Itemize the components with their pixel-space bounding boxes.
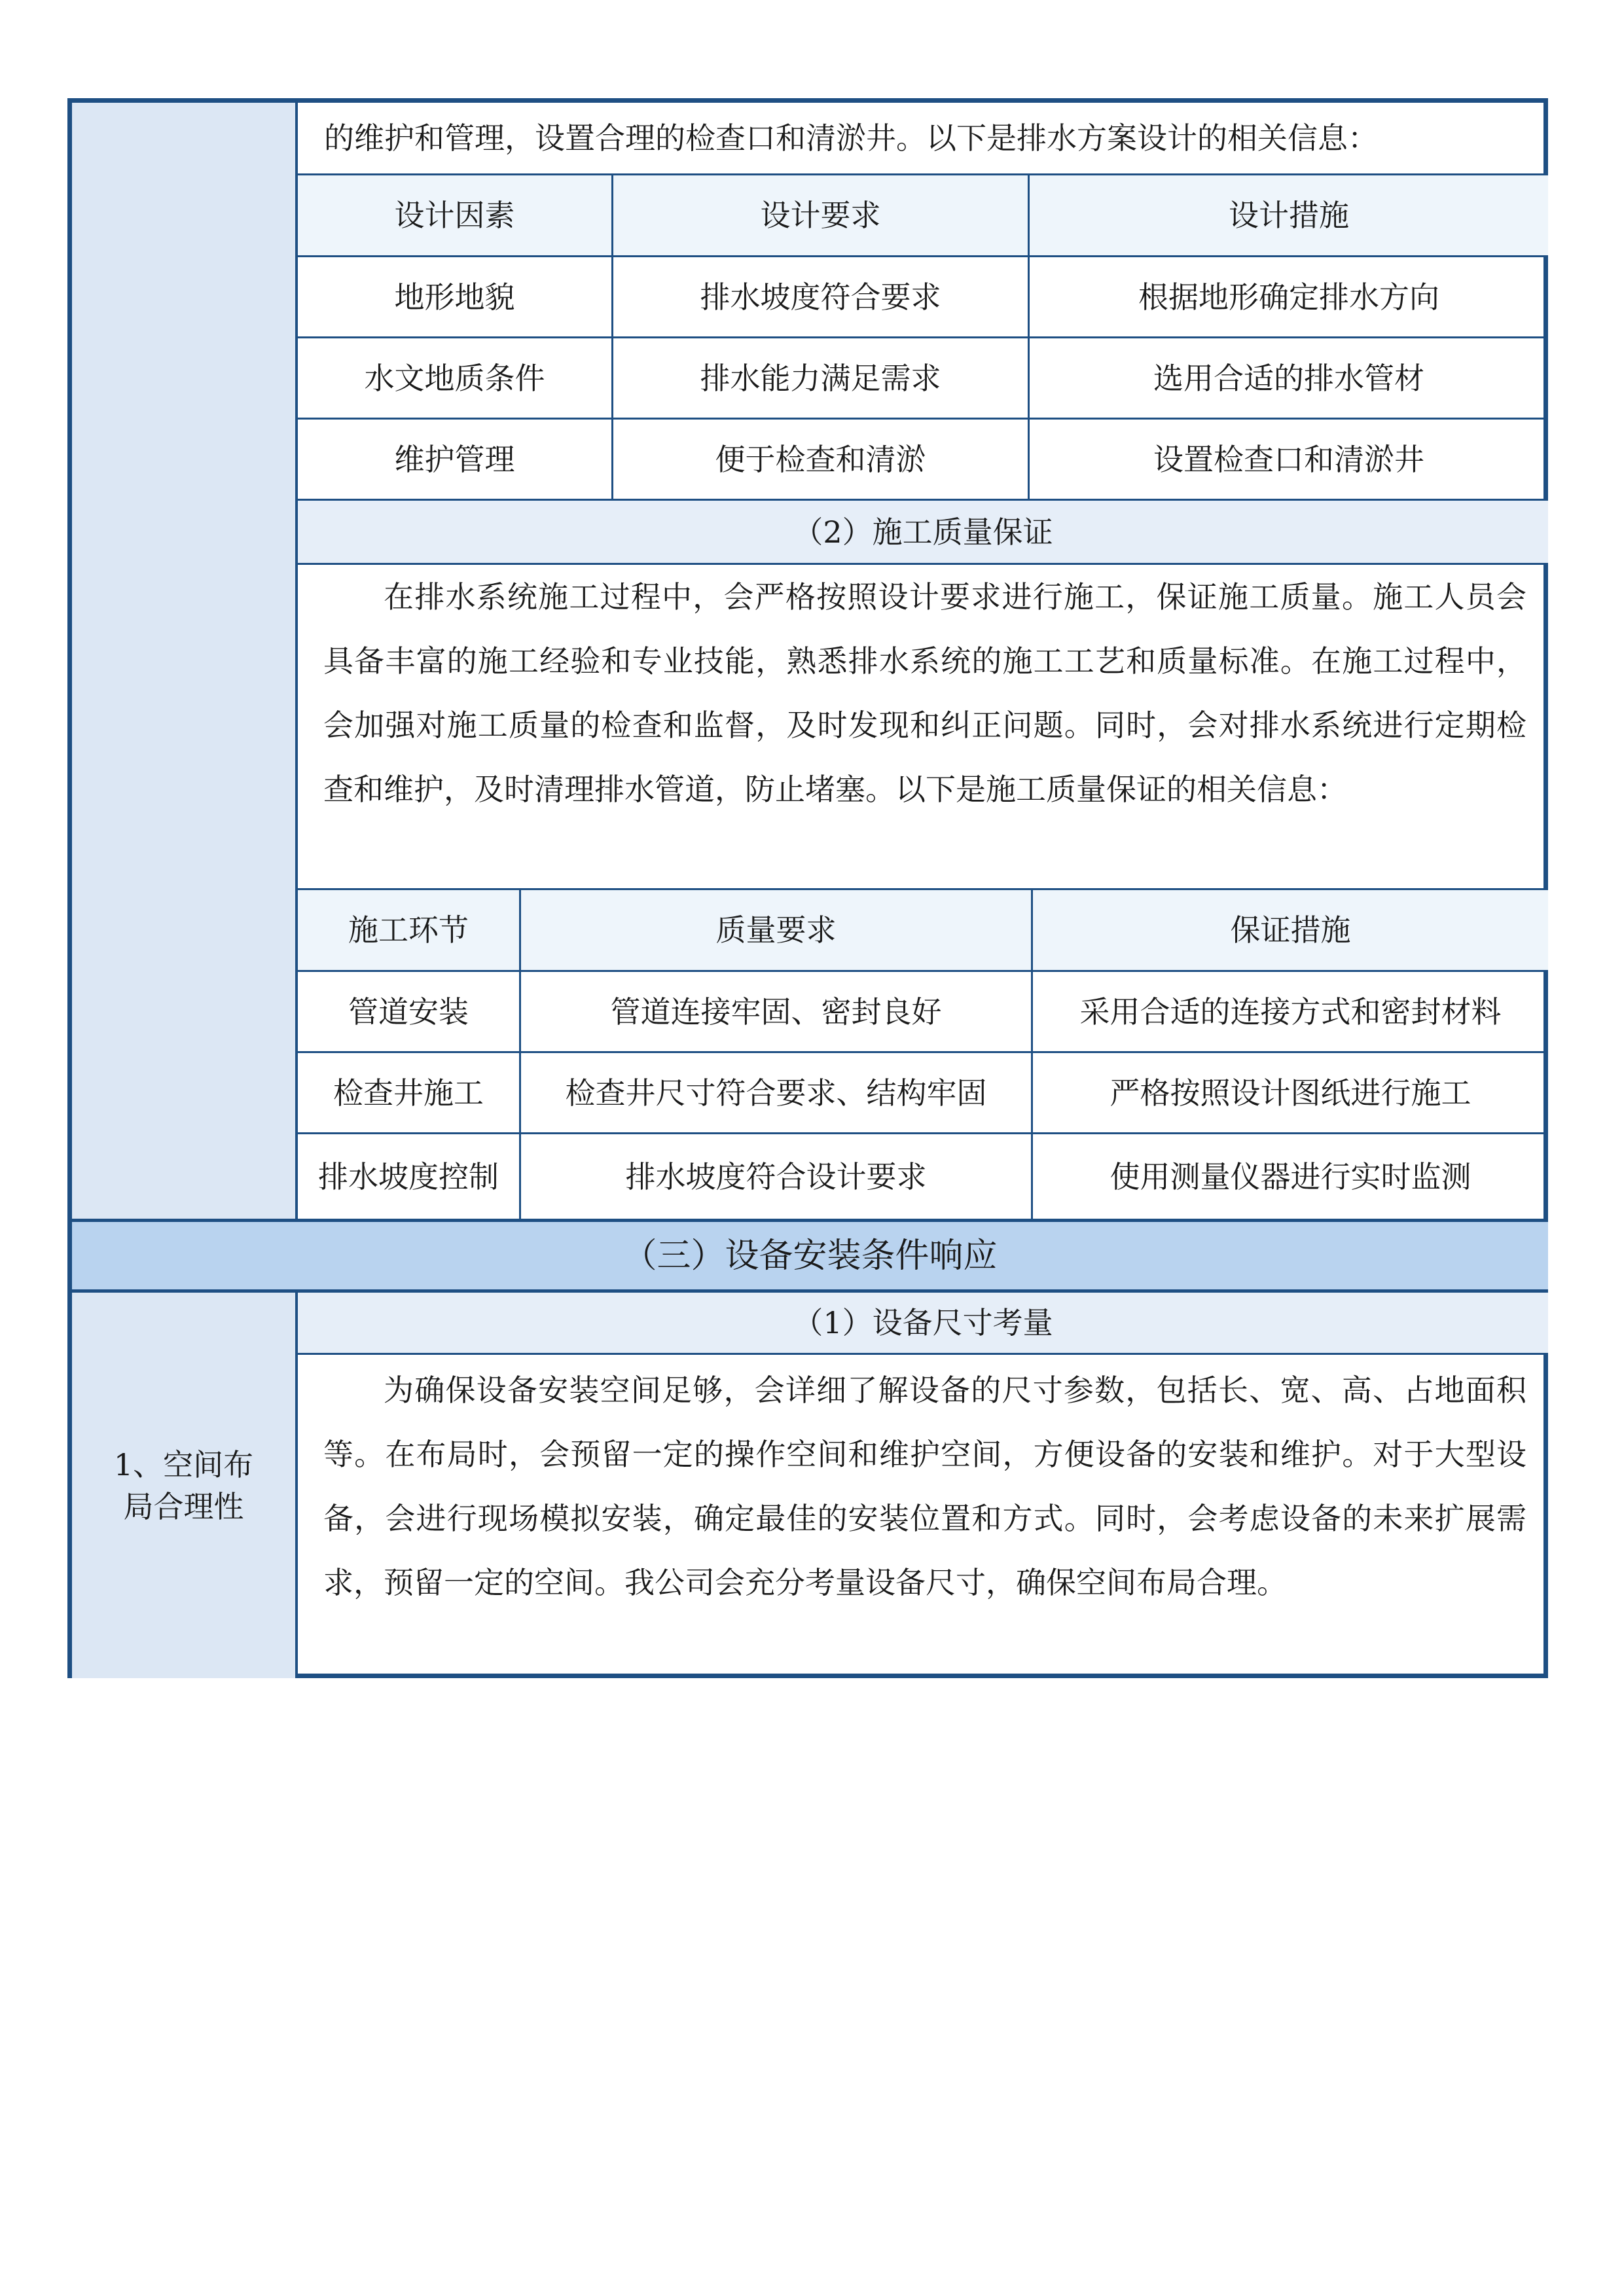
table2-cell: 使用测量仪器进行实时监测 xyxy=(1110,1158,1471,1194)
table2-cell: 严格按照设计图纸进行施工 xyxy=(1110,1075,1471,1111)
table1-cell: 根据地形确定排水方向 xyxy=(1138,279,1439,315)
table2-header-cell: 质量要求 xyxy=(715,912,837,948)
table1-header-cell: 设计措施 xyxy=(1229,198,1349,233)
table1-cell: 排水坡度符合要求 xyxy=(700,279,941,315)
table1-cell: 水文地质条件 xyxy=(364,360,545,396)
subheading-construction-quality: （2）施工质量保证 xyxy=(793,514,1053,550)
table2-header-cell: 保证措施 xyxy=(1230,912,1351,948)
intro-line: 的维护和管理，设置合理的检查口和清淤井。以下是排水方案设计的相关信息： xyxy=(324,120,1378,156)
document-table-frame xyxy=(67,98,1548,1678)
table2-header-cell: 施工环节 xyxy=(348,912,469,948)
table2-cell: 管道安装 xyxy=(348,994,469,1030)
subheading-equipment-size: （1）设备尺寸考量 xyxy=(793,1305,1053,1340)
section-title: （三）设备安装条件响应 xyxy=(623,1236,998,1276)
table2-cell: 排水坡度符合设计要求 xyxy=(625,1158,927,1194)
paragraph-equipment-size: 为确保设备安装空间足够，会详细了解设备的尺寸参数，包括长、宽、高、占地面积等。在布局时，会预留一定的操作空间和维护空间，方便设备的安装和维护。对于大型设备，会进行现场模拟安装，确定最佳的安装位置和方式。同时，会考虑设备的未来扩展需求，预留一定的空间。我公司会充分考量设备尺寸，确保空间布局合理。 xyxy=(323,1372,1526,1600)
table2-cell: 排水坡度控制 xyxy=(318,1158,499,1194)
table1-cell: 选用合适的排水管材 xyxy=(1153,360,1424,396)
paragraph-construction-quality: 在排水系统施工过程中，会严格按照设计要求进行施工，保证施工质量。施工人员会具备丰富的施工经验和专业技能，熟悉排水系统的施工工艺和质量标准。在施工过程中，会加强对施工质量的检查和监督，及时发现和纠正问题。同时，会对排水系统进行定期检查和维护，及时清理排水管道，防止堵塞。以下是施工质量保证的相关信息： xyxy=(323,579,1526,807)
rule xyxy=(298,1353,1548,1355)
table1-cell: 便于检查和清淤 xyxy=(715,441,926,477)
table1-cell: 维护管理 xyxy=(394,441,515,477)
table1-cell: 地形地貌 xyxy=(394,279,515,315)
table1-cell: 设置检查口和清淤井 xyxy=(1153,441,1424,477)
table2-cell: 采用合适的连接方式和密封材料 xyxy=(1079,994,1502,1030)
row-label-space-layout: 1、空间布 局合理性 xyxy=(113,1446,254,1524)
table2-cell: 管道连接牢固、密封良好 xyxy=(610,994,942,1030)
table2-cell: 检查井施工 xyxy=(333,1075,484,1111)
table2-cell: 检查井尺寸符合要求、结构牢固 xyxy=(565,1075,987,1111)
table1-cell: 排水能力满足需求 xyxy=(700,360,941,396)
table1-header-cell: 设计要求 xyxy=(760,198,881,233)
left-label-column-upper xyxy=(72,103,298,1219)
table1-header-cell: 设计因素 xyxy=(394,198,515,233)
